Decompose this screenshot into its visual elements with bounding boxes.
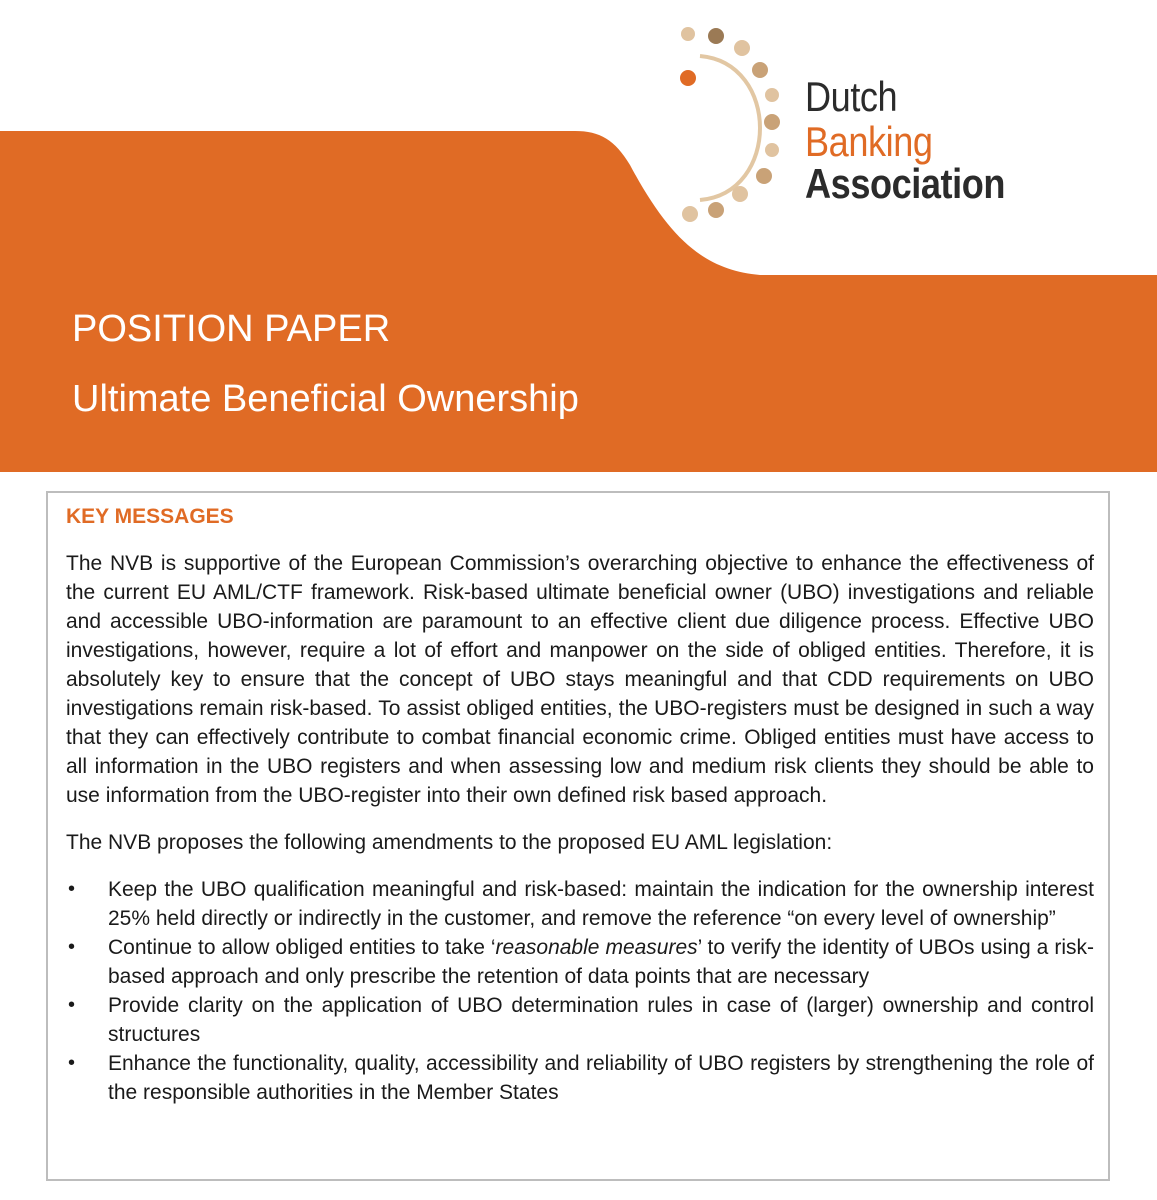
- amendments-list: [66, 875, 1094, 1107]
- list-item: [66, 1049, 1094, 1107]
- logo-text-banking-association: [805, 118, 1108, 207]
- logo-text-dutch: Dutch: [805, 73, 898, 120]
- key-messages-body: [66, 549, 1094, 1107]
- dutch-banking-association-logo-mark: [660, 18, 800, 238]
- logo-arc: [700, 56, 760, 200]
- bullet-icon: •: [68, 994, 76, 1016]
- key-messages-box: [46, 491, 1110, 1181]
- list-item: [66, 875, 1094, 933]
- bullet-icon: •: [68, 1052, 76, 1074]
- list-item-text: Provide clarity on the application of UBO determination rules in case of (larger) ownership and control structures: [108, 994, 1094, 1046]
- list-item: [66, 991, 1094, 1049]
- document-subject-title: Ultimate Beneficial Ownership: [72, 378, 579, 420]
- list-item-text: Keep the UBO qualification meaningful and risk-based: maintain the indication for the ownership interest 25% held directly or indirectly in the customer, and remove the reference “on every level of ownership”: [108, 878, 1094, 930]
- bullet-icon: •: [68, 936, 76, 958]
- list-item-text-post: ’ to verify the identity of UBOs using a risk-based approach and only prescribe the retention of data points that are necessary: [108, 936, 1094, 988]
- list-item-text: [108, 936, 1094, 988]
- list-item-text-emphasis: reasonable measures: [495, 936, 698, 959]
- key-messages-heading: KEY MESSAGES: [66, 505, 234, 528]
- list-item-text: Enhance the functionality, quality, accessibility and reliability of UBO registers by strengthening the role of the responsible authorities in the Member States: [108, 1052, 1094, 1104]
- intro-paragraph: The NVB is supportive of the European Commission’s overarching objective to enhance the effectiveness of the current EU AML/CTF framework. Risk-based ultimate beneficial owner (UBO) investigations and reliable and accessible UBO-information are paramount to an effective client due diligence process. Effective UBO investigations, however, require a lot of effort and manpower on the side of obliged entities. Therefore, it is absolutely key to ensure that the concept of UBO stays meaningful and that CDD requirements on UBO investigations remain risk-based. To assist obliged entities, the UBO-registers must be designed in such a way that they can effectively contribute to combat financial economic crime. Obliged entities must have access to all information in the UBO registers and when assessing low and medium risk clients they should be able to use information from the UBO-register into their own defined risk based approach.: [66, 552, 1094, 807]
- proposal-lead-paragraph: The NVB proposes the following amendments to the proposed EU AML legislation:: [66, 831, 833, 854]
- logo-text-banking: Banking: [805, 118, 933, 165]
- list-item: [66, 933, 1094, 991]
- logo-text-association: Association: [805, 160, 1006, 207]
- list-item-text-pre: Continue to allow obliged entities to take ‘: [108, 936, 496, 959]
- document-type-title: POSITION PAPER: [72, 308, 391, 350]
- bullet-icon: •: [68, 878, 76, 900]
